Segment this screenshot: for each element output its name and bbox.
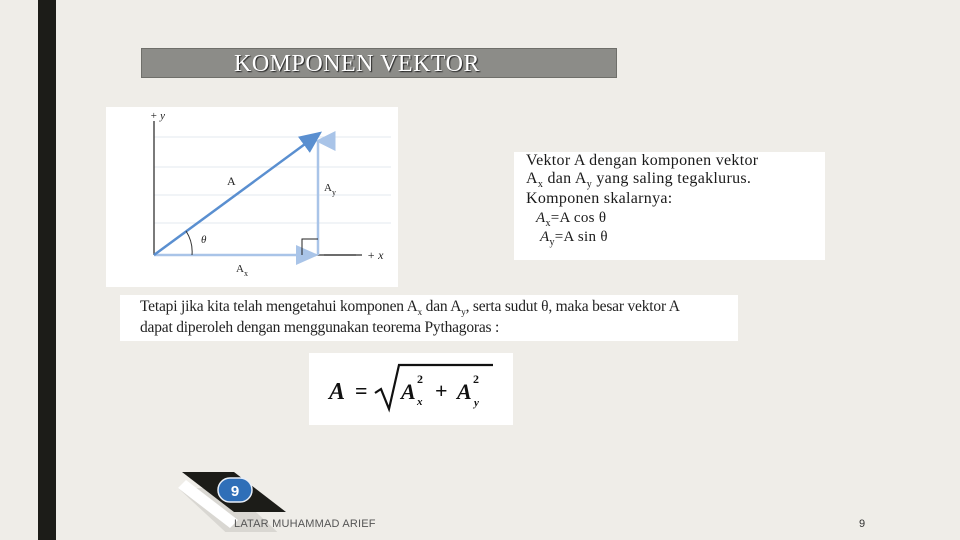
slide-title: KOMPONEN VEKTOR (234, 51, 480, 77)
pythagoras-formula (309, 353, 513, 425)
formula-ax: $A_x=A$ cos θ (536, 210, 607, 229)
page-number: 9 (859, 518, 866, 530)
badge-number: 9 (230, 483, 240, 500)
left-accent-bar (38, 0, 56, 540)
diagram-gridlines (154, 137, 391, 223)
formula-term2-sup: 2 (473, 372, 479, 386)
vector-a-label: A (227, 174, 236, 188)
formula-term2: A (457, 379, 472, 404)
vector-info-box (514, 152, 825, 260)
text-line-1: Tetapi jika kita telah mengetahui komponen $A_x$ dan $A_y$, serta sudut θ, maka besar vektor A (140, 298, 680, 318)
formula-ay: $A_y=A$ sin θ (540, 229, 608, 248)
x-axis-label: + x (367, 248, 384, 262)
info-line-1: Vektor A dengan komponen vektor (526, 152, 759, 169)
formula-plus: + (435, 378, 448, 403)
angle-theta-label: θ (201, 234, 207, 246)
formula-term1: A (401, 379, 416, 404)
ay-label: $A_y$ (324, 182, 336, 197)
vector-a-arrow (154, 133, 320, 255)
info-line-3: Komponen skalarnya: (526, 190, 673, 207)
pythagoras-formula-svg (309, 353, 513, 425)
formula-term1-sup: 2 (417, 372, 423, 386)
y-axis-label: + y (150, 110, 166, 122)
formula-term1-sub: x (417, 396, 423, 408)
info-line-2: $A_x$ dan $A_y$ yang saling tegaklurus. (526, 170, 752, 191)
formula-equals: = (355, 378, 368, 403)
pythagoras-text-box (120, 295, 738, 341)
formula-lhs: A (329, 379, 346, 405)
text-line-2: dapat diperoleh dengan menggunakan teorema Pythagoras : (140, 319, 500, 336)
ax-label: $A_x$ (236, 263, 248, 278)
formula-term2-sub: y (474, 397, 479, 409)
title-banner (141, 48, 617, 78)
footer-author: LATAR MUHAMMAD ARIEF (234, 518, 376, 530)
angle-arc (186, 231, 192, 255)
vector-diagram-svg (106, 107, 398, 287)
vector-diagram (106, 107, 398, 287)
right-angle-mark (302, 239, 318, 255)
